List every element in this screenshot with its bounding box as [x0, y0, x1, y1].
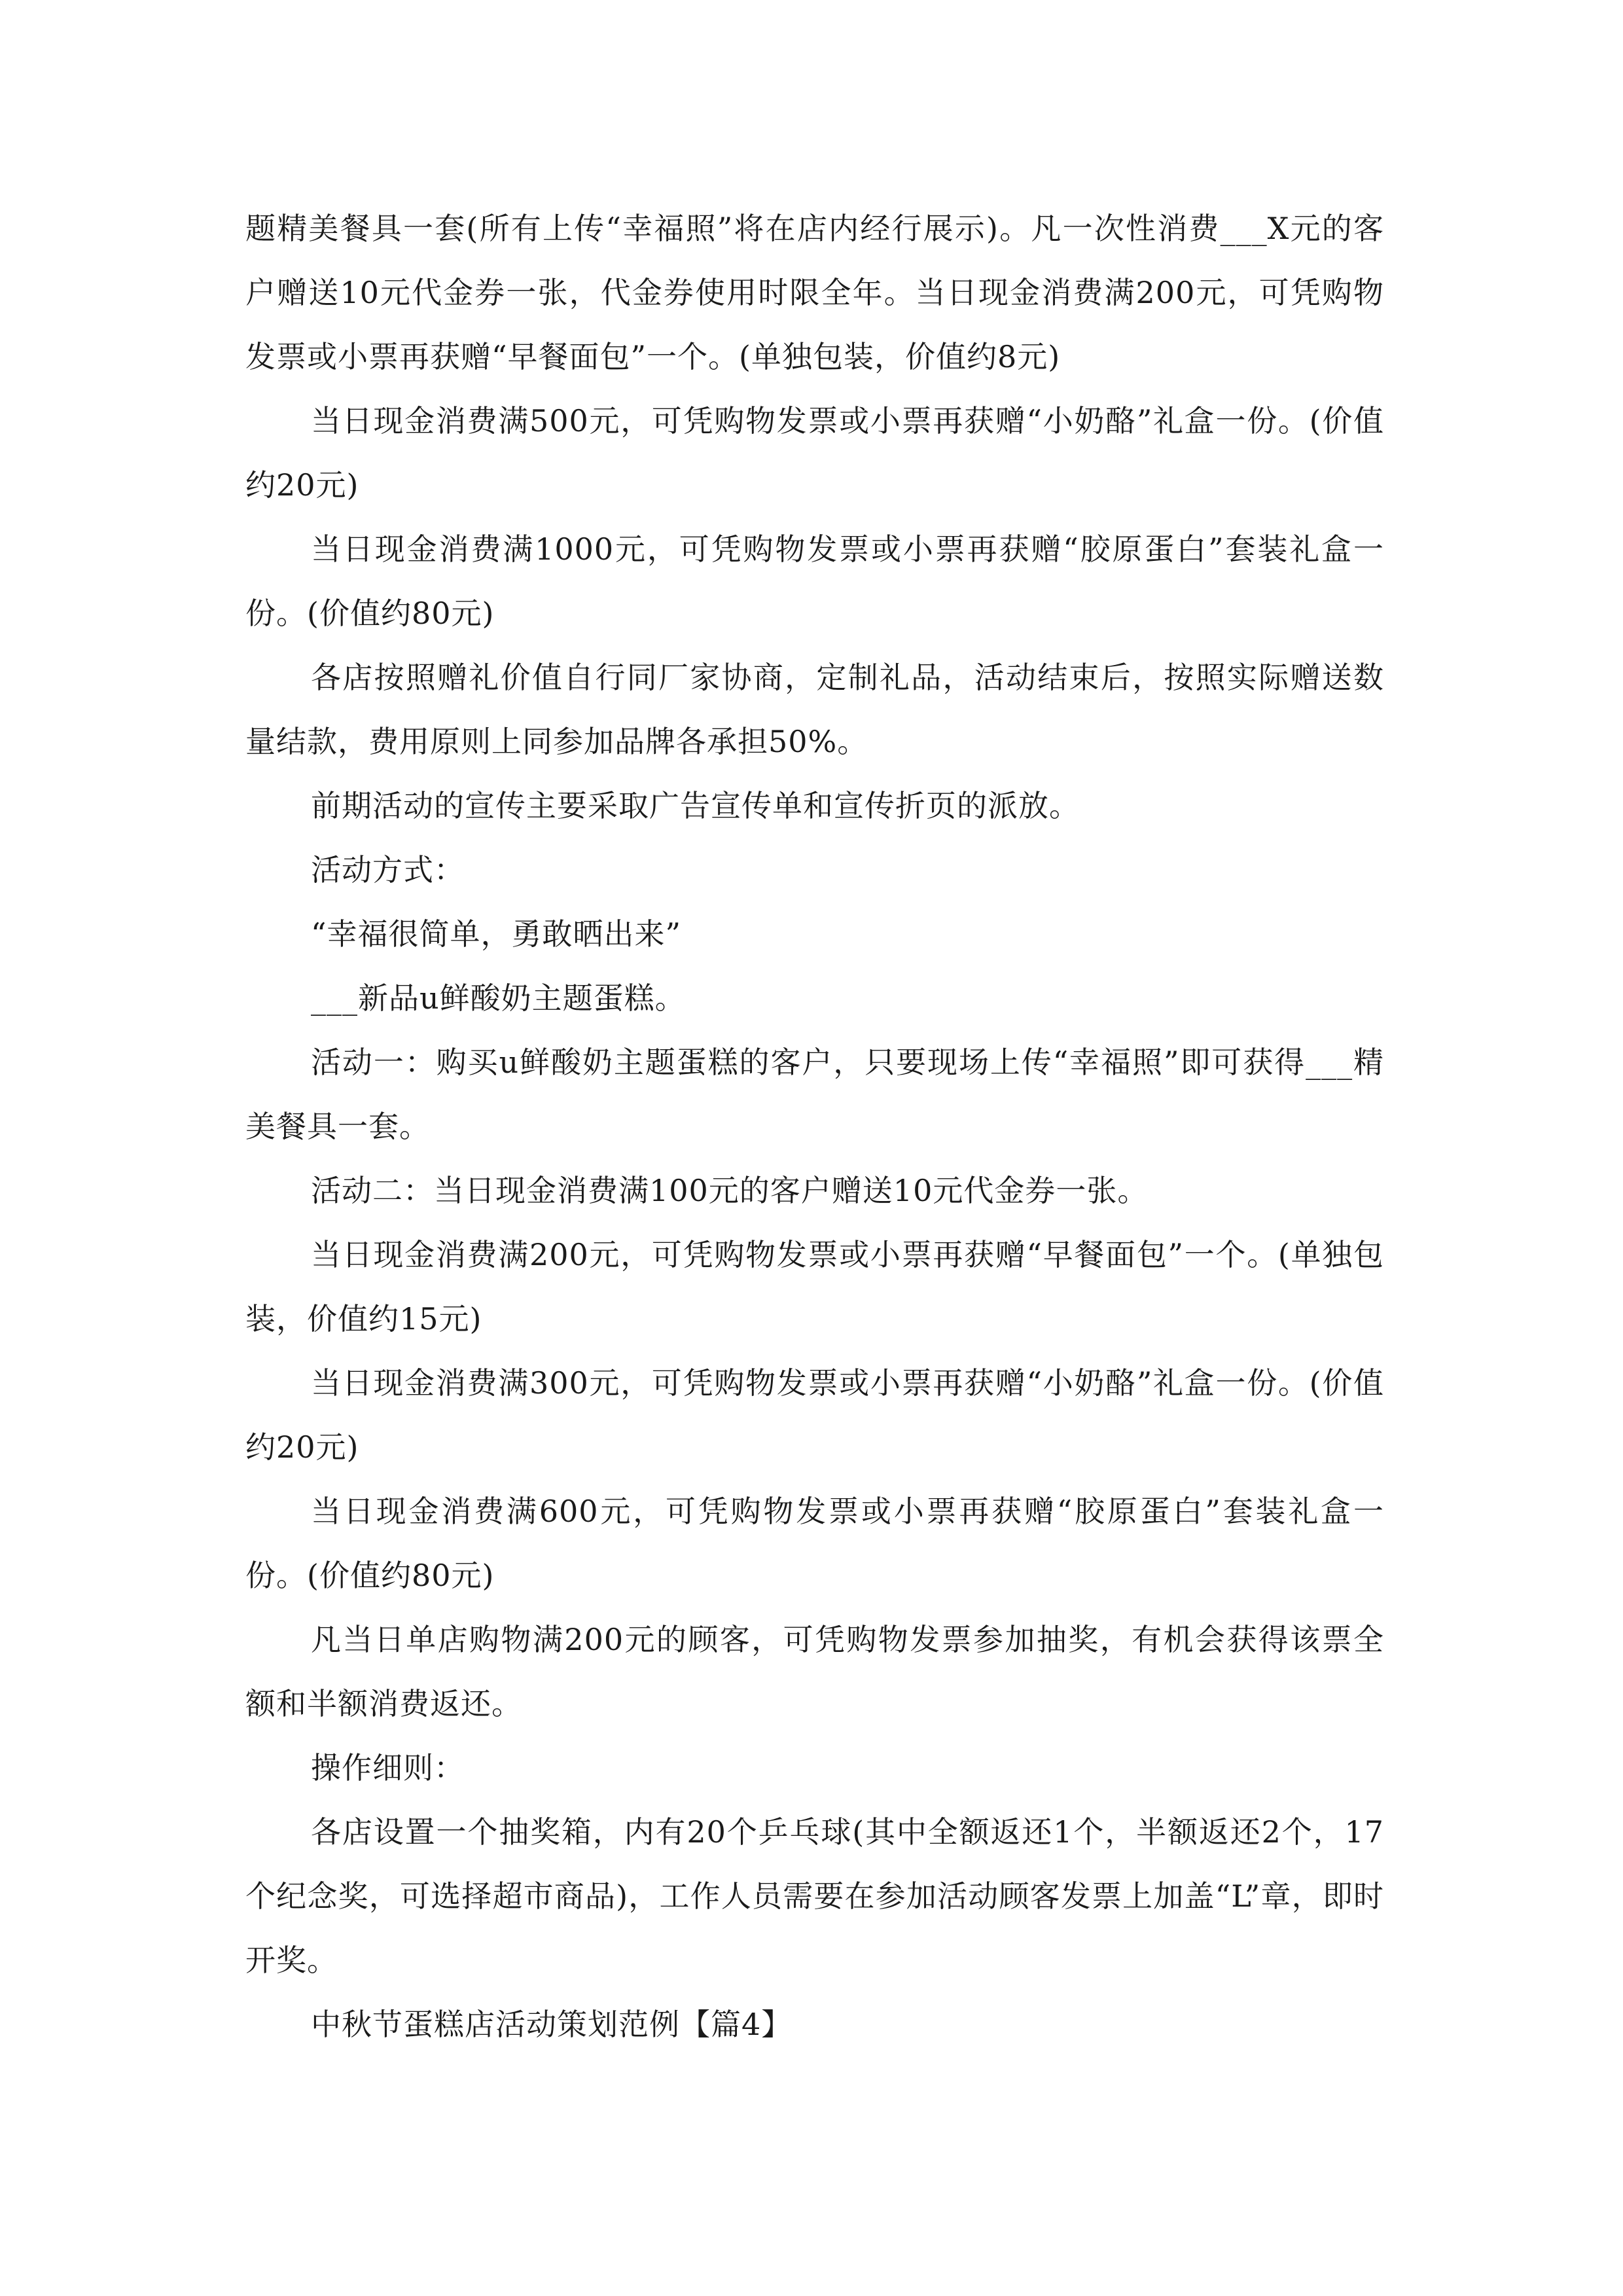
- paragraph: 当日现金消费满300元，可凭购物发票或小票再获赠“小奶酪”礼盒一份。(价值约20元): [245, 1365, 1384, 1465]
- section-heading: 中秋节蛋糕店活动策划范例【篇4】: [311, 2007, 793, 2042]
- section-label: 操作细则：: [311, 1750, 465, 1785]
- paragraph: ___新品u鲜酸奶主题蛋糕。: [311, 980, 686, 1016]
- paragraph: 当日现金消费满1000元，可凭购物发票或小票再获赠“胶原蛋白”套装礼盒一份。(价值约80元): [245, 531, 1384, 631]
- paragraph: 凡当日单店购物满200元的顾客，可凭购物发票参加抽奖，有机会获得该票全额和半额消费返还。: [245, 1622, 1384, 1721]
- paragraph: 当日现金消费满500元，可凭购物发票或小票再获赠“小奶酪”礼盒一份。(价值约20元): [245, 403, 1384, 503]
- paragraph: 活动一：购买u鲜酸奶主题蛋糕的客户，只要现场上传“幸福照”即可获得___精美餐具一套。: [245, 1045, 1384, 1144]
- document-page: [245, 196, 1384, 2056]
- paragraph: 各店设置一个抽奖箱，内有20个乒乓球(其中全额返还1个，半额返还2个，17个纪念奖，可选择超市商品)，工作人员需要在参加活动顾客发票上加盖“L”章，即时开奖。: [245, 1814, 1384, 1978]
- paragraph: 题精美餐具一套(所有上传“幸福照”将在店内经行展示)。凡一次性消费___X元的客户赠送10元代金券一张，代金券使用时限全年。当日现金消费满200元，可凭购物发票或小票再获赠“早餐面包”一个。(单独包装，价值约8元): [245, 211, 1384, 374]
- slogan: “幸福很简单，勇敢晒出来”: [311, 916, 682, 952]
- paragraph: 前期活动的宣传主要采取广告宣传单和宣传折页的派放。: [311, 788, 1080, 823]
- paragraph: 活动二：当日现金消费满100元的客户赠送10元代金券一张。: [311, 1173, 1149, 1208]
- paragraph: 各店按照赠礼价值自行同厂家协商，定制礼品，活动结束后，按照实际赠送数量结款，费用原则上同参加品牌各承担50%。: [245, 660, 1384, 759]
- paragraph: 当日现金消费满600元，可凭购物发票或小票再获赠“胶原蛋白”套装礼盒一份。(价值约80元): [245, 1494, 1384, 1593]
- paragraph: 当日现金消费满200元，可凭购物发票或小票再获赠“早餐面包”一个。(单独包装，价值约15元): [245, 1237, 1384, 1336]
- section-label: 活动方式：: [311, 852, 465, 888]
